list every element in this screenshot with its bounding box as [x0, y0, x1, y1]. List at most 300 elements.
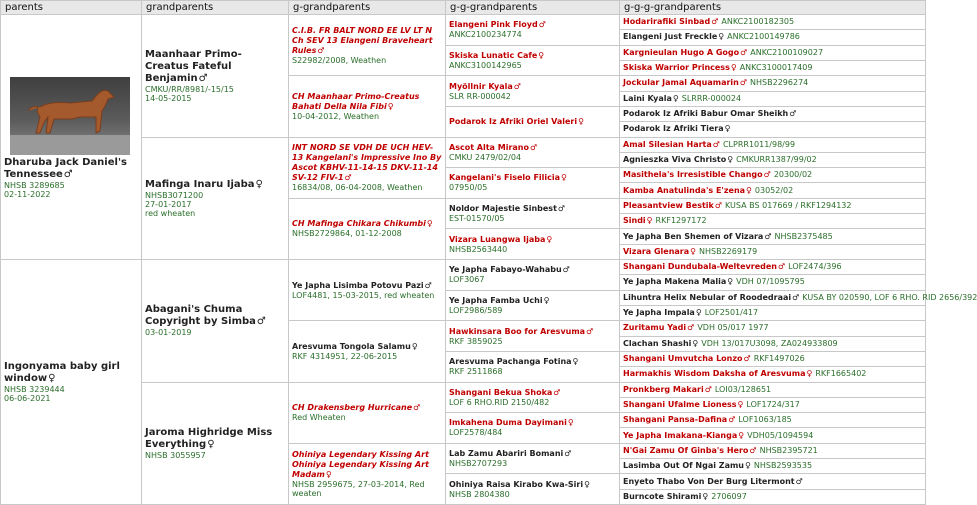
male-icon: ♂ [789, 109, 797, 119]
gg-grandparent-reg: NHSB 2804380 [449, 489, 510, 499]
g-grandparent-name-text: INT NORD SE VDH DE UCH HEV-13 Kangelani's Impressive Ino By Ascot KBHV-11-14-15 DKV-11-14 SV-12 FIV-1 [292, 143, 442, 183]
ggg-grandparent-reg: NHSB2269179 [699, 246, 758, 256]
gg-grandparent-name[interactable] [449, 117, 616, 127]
gg-grandparent-reg: LOF3067 [449, 275, 485, 285]
ggg-grandparent-name-text: Hodarirafiki Sinbad [623, 17, 711, 27]
gg-grandparent-name[interactable] [449, 82, 616, 92]
gg-grandparent-cell [446, 443, 620, 474]
female-icon: ♀ [737, 399, 744, 409]
female-icon: ♀ [690, 246, 697, 256]
female-icon: ♀ [48, 373, 56, 384]
ggg-grandparent-cell [620, 229, 926, 244]
gg-grandparent-name[interactable] [449, 51, 616, 61]
grandparent-reg: 03-01-2019 [145, 328, 192, 338]
ggg-grandparent-reg: RKF1297172 [655, 216, 707, 226]
gg-grandparent-reg: 07950/05 [449, 183, 488, 193]
grandparent-name-text: Abagani's Chuma Copyright by Simba [145, 304, 256, 328]
female-icon: ♀ [387, 101, 394, 111]
gg-grandparent-name[interactable] [449, 480, 616, 490]
gg-grandparent-name[interactable] [449, 327, 616, 337]
g-grandparent-cell [289, 321, 446, 382]
gg-grandparent-cell [446, 382, 620, 413]
gg-grandparent-name-text: Noldor Majestie Sinbest [449, 204, 557, 214]
gg-grandparent-name[interactable] [449, 20, 616, 30]
female-icon: ♀ [546, 234, 553, 244]
ggg-grandparent-cell [620, 382, 926, 397]
ggg-grandparent-name-text: Shangani Ufalme Lioness [623, 399, 737, 409]
ggg-grandparent-reg: ANKC2100149786 [727, 32, 800, 42]
ggg-grandparent-name-text: Lihuntra Helix Nebular of Roodedraai [623, 292, 792, 302]
ggg-grandparent-reg: ANKC3100017409 [739, 63, 813, 73]
parent-name-text: Ingonyama baby girl window [4, 361, 120, 384]
male-icon: ♂ [795, 476, 803, 486]
gg-grandparent-name[interactable] [449, 357, 616, 367]
ggg-grandparent-cell [620, 459, 926, 474]
gg-grandparent-name[interactable] [449, 449, 616, 459]
ggg-grandparent-name-text: Pronkberg Makari [623, 384, 704, 394]
male-icon: ♂ [763, 170, 771, 180]
ggg-grandparent-name-text: Jockular Jamal Aquamarin [623, 78, 739, 88]
female-icon: ♀ [646, 216, 653, 226]
ggg-grandparent-name[interactable] [623, 201, 722, 210]
ggg-grandparent-cell [620, 397, 926, 412]
grandparent-color: red wheaten [145, 208, 196, 218]
parent-reg: NHSB 3289685 [4, 181, 65, 190]
ggg-grandparent-name-text: Agnieszka Viva Christo [623, 154, 727, 164]
header-gg-grandparents: g-g-grandparents [446, 1, 620, 15]
gg-grandparent-name-text: Vizara Luangwa Ijaba [449, 234, 546, 244]
male-icon: ♂ [553, 387, 561, 397]
parent-name-text: Dharuba Jack Daniel's Tennessee [4, 157, 127, 180]
g-grandparent-name[interactable] [292, 92, 442, 112]
ggg-grandparent-cell [620, 198, 926, 213]
female-icon: ♀ [702, 491, 709, 501]
ggg-grandparent-name-text: Skiska Warrior Princess [623, 63, 730, 73]
ggg-grandparent-cell [620, 30, 926, 45]
gg-grandparent-cell [446, 45, 620, 76]
g-grandparent-reg: RKF 4314951, 22-06-2015 [292, 351, 398, 361]
female-icon: ♀ [572, 357, 579, 367]
ggg-grandparent-reg: ANKC2100182305 [721, 17, 795, 27]
g-grandparent-name[interactable] [292, 403, 442, 413]
male-icon: ♂ [317, 45, 325, 55]
grandparent-name[interactable] [145, 304, 285, 328]
female-icon: ♀ [578, 116, 584, 126]
gg-grandparent-reg: SLR RR-000042 [449, 91, 511, 101]
female-icon: ♀ [543, 295, 550, 305]
male-icon: ♂ [743, 354, 751, 364]
ggg-grandparent-name-text: Shangani Umvutcha Lonzo [623, 354, 743, 364]
ggg-grandparent-name[interactable] [623, 216, 653, 225]
ggg-grandparent-cell [620, 413, 926, 428]
male-icon: ♂ [586, 326, 594, 336]
male-icon: ♂ [704, 384, 712, 394]
ggg-grandparent-name-text: Amal Silesian Harta [623, 139, 712, 149]
ggg-grandparent-name[interactable] [623, 293, 799, 302]
gg-grandparent-name-text: Hawkinsara Boo for Aresvuma [449, 326, 586, 336]
male-icon: ♂ [564, 449, 572, 459]
ggg-grandparent-reg: 2706097 [711, 491, 747, 501]
gg-grandparent-name[interactable] [449, 143, 616, 153]
gg-grandparent-cell [446, 229, 620, 260]
ggg-grandparent-reg: LOF2501/417 [704, 308, 759, 318]
ggg-grandparent-name[interactable] [623, 140, 720, 149]
ggg-grandparent-cell [620, 60, 926, 75]
gg-grandparent-name-text: Ohiniya Raisa Kirabo Kwa-Siri [449, 479, 584, 489]
female-icon: ♀ [745, 461, 751, 471]
gg-grandparent-name[interactable] [449, 418, 616, 428]
male-icon: ♂ [792, 292, 800, 302]
male-icon: ♂ [344, 173, 352, 183]
grandparent-reg: NHSB 3055957 [145, 450, 206, 460]
g-grandparent-reg: Red Wheaten [292, 413, 346, 423]
male-icon: ♂ [739, 78, 748, 88]
ggg-grandparent-name[interactable] [623, 477, 803, 486]
gg-grandparent-reg: RKF 2511868 [449, 367, 503, 377]
grandparent-name[interactable] [145, 427, 285, 451]
gg-grandparent-cell [446, 198, 620, 229]
gg-grandparent-name[interactable] [449, 204, 616, 214]
ggg-grandparent-cell [620, 321, 926, 336]
ggg-grandparent-name-text: Laini Kyala [623, 93, 672, 103]
grandparent-cell [142, 382, 289, 505]
ggg-grandparent-name-text: Zuritamu Yadi [623, 323, 687, 333]
ggg-grandparent-name-text: Podarok Iz Afriki Babur Omar Sheikh [623, 109, 789, 119]
ggg-grandparent-name-text: Ye Japha Impala [623, 308, 695, 318]
g-grandparent-name-text: C.I.B. FR BALT NORD EE LV LT N Ch SEV 13 Elangeni Braveheart Rules [292, 25, 433, 55]
ggg-grandparent-cell [620, 260, 926, 275]
gg-grandparent-cell [446, 76, 620, 107]
female-icon: ♀ [727, 277, 734, 287]
gg-grandparent-cell [446, 321, 620, 352]
g-grandparent-name-text: Ye Japha Lisimba Potovu Pazi [292, 280, 424, 290]
g-grandparent-name[interactable] [292, 342, 442, 352]
male-icon: ♂ [256, 316, 266, 328]
ggg-grandparent-name[interactable] [623, 63, 737, 72]
ggg-grandparent-name-text: Harmakhis Wisdom Daksha of Aresvuma [623, 369, 806, 379]
ggg-grandparent-reg: LOF1063/185 [738, 415, 792, 425]
grandparent-name[interactable] [145, 49, 285, 85]
male-icon: ♂ [728, 415, 736, 425]
ggg-grandparent-cell [620, 244, 926, 259]
ggg-grandparent-name[interactable] [623, 109, 796, 118]
female-icon: ♀ [255, 178, 263, 190]
male-icon: ♂ [557, 204, 566, 214]
gg-grandparent-reg: ANKC3100142965 [449, 60, 522, 70]
ggg-grandparent-name[interactable] [623, 339, 698, 348]
male-icon: ♂ [562, 265, 570, 275]
ggg-grandparent-reg: ANKC2100109027 [750, 47, 824, 57]
ggg-grandparent-name-text: Burncote Shirami [623, 491, 702, 501]
grandparent-name[interactable] [145, 179, 285, 191]
ggg-grandparent-cell [620, 122, 926, 137]
female-icon: ♀ [538, 50, 545, 60]
gg-grandparent-cell [446, 15, 620, 46]
gg-grandparent-cell [446, 168, 620, 199]
ggg-grandparent-name[interactable] [623, 155, 733, 164]
g-grandparent-name[interactable] [292, 143, 442, 183]
gg-grandparent-reg: CMKU 2479/02/04 [449, 152, 522, 162]
ggg-grandparent-name-text: Kamba Anatulinda's E'zena [623, 185, 746, 195]
gg-grandparent-name-text: Podarok Iz Afriki Oriel Valeri [449, 116, 578, 126]
female-icon: ♀ [718, 32, 725, 42]
ggg-grandparent-reg: 03052/02 [754, 185, 794, 195]
ggg-grandparent-cell [620, 336, 926, 351]
g-grandparent-name-text: Aresvuma Tongola Salamu [292, 341, 411, 351]
female-icon: ♀ [325, 469, 332, 479]
male-icon: ♂ [424, 280, 432, 290]
ggg-grandparent-reg: KUSA BY 020590, LOF 6 RHO. RID 2656/392 [802, 292, 977, 302]
gg-grandparent-name-text: Myöllnir Kyala [449, 81, 513, 91]
female-icon: ♀ [426, 219, 433, 229]
ggg-grandparent-name-text: Lasimba Out Of Ngai Zamu [623, 461, 744, 471]
pedigree-row [1, 15, 926, 30]
female-icon: ♀ [692, 338, 699, 348]
male-icon: ♂ [712, 139, 720, 149]
gg-grandparent-name[interactable] [449, 173, 616, 183]
ggg-grandparent-name-text: Sindi [623, 216, 646, 226]
gg-grandparent-name[interactable] [449, 235, 616, 245]
ggg-grandparent-reg: NHSB2593535 [753, 461, 813, 471]
grandparent-reg: NHSB3071200 [145, 190, 204, 200]
male-icon: ♂ [749, 445, 757, 455]
ggg-grandparent-cell [620, 290, 977, 305]
ggg-grandparent-cell [620, 106, 926, 121]
ggg-grandparent-reg: RKF1497026 [753, 354, 805, 364]
male-icon: ♂ [538, 20, 546, 30]
gg-grandparent-name-text: Shangani Bekua Shoka [449, 387, 553, 397]
g-grandparent-cell [289, 443, 446, 504]
female-icon: ♀ [207, 438, 215, 450]
female-icon: ♀ [584, 479, 590, 489]
ggg-grandparent-cell [620, 45, 926, 60]
gg-grandparent-name-text: Elangeni Pink Floyd [449, 20, 538, 30]
ggg-grandparent-name[interactable] [623, 369, 812, 378]
ggg-grandparent-name-text: Kargnieulan Hugo A Gogo [623, 47, 740, 57]
gg-grandparent-name-text: Ye Japha Famba Uchi [449, 295, 543, 305]
ggg-grandparent-cell [620, 474, 926, 489]
g-grandparent-reg: NHSB 2959675, 27-03-2014, Red weaten [292, 479, 425, 498]
g-grandparent-name[interactable] [292, 26, 442, 56]
gg-grandparent-reg: LOF2578/484 [449, 428, 503, 438]
ggg-grandparent-cell [620, 443, 926, 458]
ggg-grandparent-cell [620, 152, 926, 167]
gg-grandparent-reg: RKF 3859025 [449, 336, 503, 346]
gg-grandparent-cell [446, 474, 620, 505]
grandparent-name-text: Mafinga Inaru Ijaba [145, 178, 255, 190]
female-icon: ♀ [806, 369, 813, 379]
ggg-grandparent-name-text: Clachan Shashi [623, 338, 692, 348]
ggg-grandparent-name[interactable] [623, 48, 747, 57]
ggg-grandparent-reg: LOF2474/396 [788, 262, 842, 272]
ggg-grandparent-name[interactable] [623, 17, 718, 26]
grandparent-reg: CMKU/RR/8981/-15/15 [145, 84, 234, 94]
g-grandparent-name-text: CH Drakensberg Hurricane [292, 403, 413, 413]
male-icon: ♂ [513, 81, 521, 91]
parent-name[interactable] [4, 157, 138, 181]
ggg-grandparent-name-text: Vizara Glenara [623, 246, 690, 256]
ggg-grandparent-cell [620, 214, 926, 229]
ggg-grandparent-name-text: Elangeni Just Freckle [623, 32, 718, 42]
parent-reg: NHSB 3239444 [4, 385, 65, 394]
ggg-grandparent-name[interactable] [623, 492, 708, 501]
gg-grandparent-reg: NHSB2563440 [449, 244, 508, 254]
female-icon: ♀ [561, 173, 567, 183]
ggg-grandparent-name[interactable] [623, 232, 772, 241]
dog-photo [10, 77, 130, 155]
ggg-grandparent-name[interactable] [623, 354, 751, 363]
ggg-grandparent-cell [620, 305, 926, 320]
ggg-grandparent-name[interactable] [623, 32, 724, 41]
gg-grandparent-cell [446, 106, 620, 137]
ggg-grandparent-name[interactable] [623, 385, 712, 394]
female-icon: ♀ [746, 185, 752, 195]
ggg-grandparent-reg: KUSA BS 017669 / RKF1294132 [725, 200, 852, 210]
g-grandparent-cell [289, 76, 446, 137]
ggg-grandparent-reg: VDH 05/017 1977 [697, 323, 769, 333]
gg-grandparent-name-text: Kangelani's Fiselo Filicia [449, 173, 561, 183]
ggg-grandparent-name[interactable] [623, 308, 702, 317]
ggg-grandparent-reg: 20300/02 [773, 170, 813, 180]
male-icon: ♂ [198, 72, 208, 84]
ggg-grandparent-name[interactable] [623, 262, 785, 271]
ggg-grandparent-cell [620, 275, 926, 290]
female-icon: ♀ [724, 124, 731, 134]
ggg-grandparent-reg: LOI03/128651 [714, 384, 772, 394]
parent-date: 02-11-2022 [4, 190, 51, 199]
gg-grandparent-cell [446, 260, 620, 291]
grandparent-cell [142, 137, 289, 260]
male-icon: ♂ [63, 169, 73, 180]
ggg-grandparent-cell [620, 168, 926, 183]
ggg-grandparent-name-text: Ye Japha Imakana-Kianga [623, 430, 738, 440]
ggg-grandparent-reg: RKF1665402 [815, 369, 867, 379]
gg-grandparent-reg: EST-01570/05 [449, 214, 505, 224]
female-icon: ♀ [672, 93, 679, 103]
gg-grandparent-reg: LOF2986/589 [449, 305, 503, 315]
gg-grandparent-cell [446, 351, 620, 382]
ggg-grandparent-name-text: Pleasantview Bestik [623, 200, 714, 210]
header-g-grandparents: g-grandparents [289, 1, 446, 15]
ggg-grandparent-name[interactable] [623, 186, 752, 195]
ggg-grandparent-name-text: Shangani Dundubala-Weltevreden [623, 262, 777, 272]
ggg-grandparent-name[interactable] [623, 78, 747, 87]
grandparent-date: 14-05-2015 [145, 93, 192, 103]
ggg-grandparent-reg: CMKURR1387/99/02 [736, 154, 817, 164]
header-parents: parents [1, 1, 142, 15]
ggg-grandparent-cell [620, 351, 926, 366]
gg-grandparent-name-text: Skiska Lunatic Cafe [449, 50, 538, 60]
female-icon: ♀ [727, 154, 734, 164]
male-icon: ♂ [740, 47, 748, 57]
gg-grandparent-cell [446, 290, 620, 321]
male-icon: ♂ [711, 17, 719, 27]
parent-cell [1, 15, 142, 260]
g-grandparent-reg: LOF4481, 15-03-2015, red wheaten [292, 290, 435, 300]
ggg-grandparent-name[interactable] [623, 431, 744, 440]
gg-grandparent-reg: NHSB2707293 [449, 459, 508, 469]
ggg-grandparent-reg: NHSB2375485 [774, 231, 833, 241]
ggg-grandparent-name[interactable] [623, 461, 751, 470]
gg-grandparent-name-text: Ye Japha Fabayo-Wahabu [449, 265, 562, 275]
ggg-grandparent-name-text: Shangani Pansa-Dafina [623, 415, 728, 425]
ggg-grandparent-name[interactable] [623, 415, 735, 424]
ggg-grandparent-name-text: Masithela's Irresistible Chango [623, 170, 763, 180]
ggg-grandparent-name[interactable] [623, 170, 771, 179]
ggg-grandparent-name-text: N'Gai Zamu Of Ginba's Hero [623, 445, 749, 455]
parent-name[interactable] [4, 361, 138, 385]
ggg-grandparent-name[interactable] [623, 94, 679, 103]
ggg-grandparent-cell [620, 15, 926, 30]
gg-grandparent-name-text: Aresvuma Pachanga Fotina [449, 357, 572, 367]
ggg-grandparent-cell [620, 183, 926, 198]
g-grandparent-cell [289, 137, 446, 198]
ggg-grandparent-name[interactable] [623, 400, 743, 409]
ggg-grandparent-name[interactable] [623, 446, 757, 455]
ggg-grandparent-cell [620, 489, 926, 504]
male-icon: ♂ [764, 231, 772, 241]
ggg-grandparent-name[interactable] [623, 323, 694, 332]
parent-date: 06-06-2021 [4, 394, 51, 403]
pedigree-row [1, 260, 926, 275]
ggg-grandparent-cell [620, 76, 926, 91]
ggg-grandparent-reg: NHSB2296274 [750, 78, 809, 88]
g-grandparent-reg: S22982/2008, Weathen [292, 55, 387, 65]
gg-grandparent-reg: LOF 6 RHO.RID 2150/482 [449, 397, 550, 407]
gg-grandparent-name[interactable] [449, 265, 616, 275]
grandparent-cell [142, 15, 289, 138]
female-icon: ♀ [695, 308, 702, 318]
g-grandparent-name-text: CH Maanhaar Primo-Creatus Bahati Della Nila Fibi [292, 91, 420, 111]
ggg-grandparent-name[interactable] [623, 247, 696, 256]
header-grandparents: grandparents [142, 1, 289, 15]
grandparent-name-text: Maanhaar Primo-Creatus Fateful Benjamin [145, 48, 242, 84]
ggg-grandparent-name-text: Podarok Iz Afriki Tiera [623, 124, 724, 134]
ggg-grandparent-name[interactable] [623, 124, 730, 133]
g-grandparent-name[interactable] [292, 450, 442, 480]
ggg-grandparent-cell [620, 428, 926, 443]
gg-grandparent-name[interactable] [449, 388, 616, 398]
g-grandparent-cell [289, 198, 446, 259]
g-grandparent-name[interactable] [292, 219, 442, 229]
grandparent-cell [142, 260, 289, 383]
grandparent-name-text: Jaroma Highridge Miss Everything [145, 426, 273, 450]
ggg-grandparent-name[interactable] [623, 277, 733, 286]
g-grandparent-reg: 16834/08, 06-04-2008, Weathen [292, 183, 423, 193]
female-icon: ♀ [567, 418, 574, 428]
ggg-grandparent-name-text: Ye Japha Ben Shemen of Vizara [623, 231, 764, 241]
g-grandparent-cell [289, 260, 446, 321]
ggg-grandparent-cell [620, 367, 926, 382]
gg-grandparent-name-text: Ascot Alta Mirano [449, 142, 529, 152]
ggg-grandparent-cell [620, 137, 926, 152]
ggg-grandparent-reg: SLRRR-000024 [681, 93, 742, 103]
g-grandparent-cell [289, 15, 446, 76]
female-icon: ♀ [730, 63, 737, 73]
g-grandparent-name-text: Ohiniya Legendary Kissing Art Ohiniya Legendary Kissing Art Madam [292, 449, 429, 479]
male-icon: ♂ [529, 142, 538, 152]
gg-grandparent-cell [446, 137, 620, 168]
female-icon: ♀ [738, 430, 745, 440]
gg-grandparent-name[interactable] [449, 296, 616, 306]
male-icon: ♂ [413, 403, 421, 413]
g-grandparent-name[interactable] [292, 281, 442, 291]
ggg-grandparent-reg: VDH 13/017U3098, ZA024933809 [701, 338, 838, 348]
grandparent-date: 27-01-2017 [145, 199, 192, 209]
male-icon: ♂ [714, 200, 723, 210]
ggg-grandparent-reg: CLPRR1011/98/99 [722, 139, 796, 149]
ggg-grandparent-name-text: Ye Japha Makena Malia [623, 277, 727, 287]
